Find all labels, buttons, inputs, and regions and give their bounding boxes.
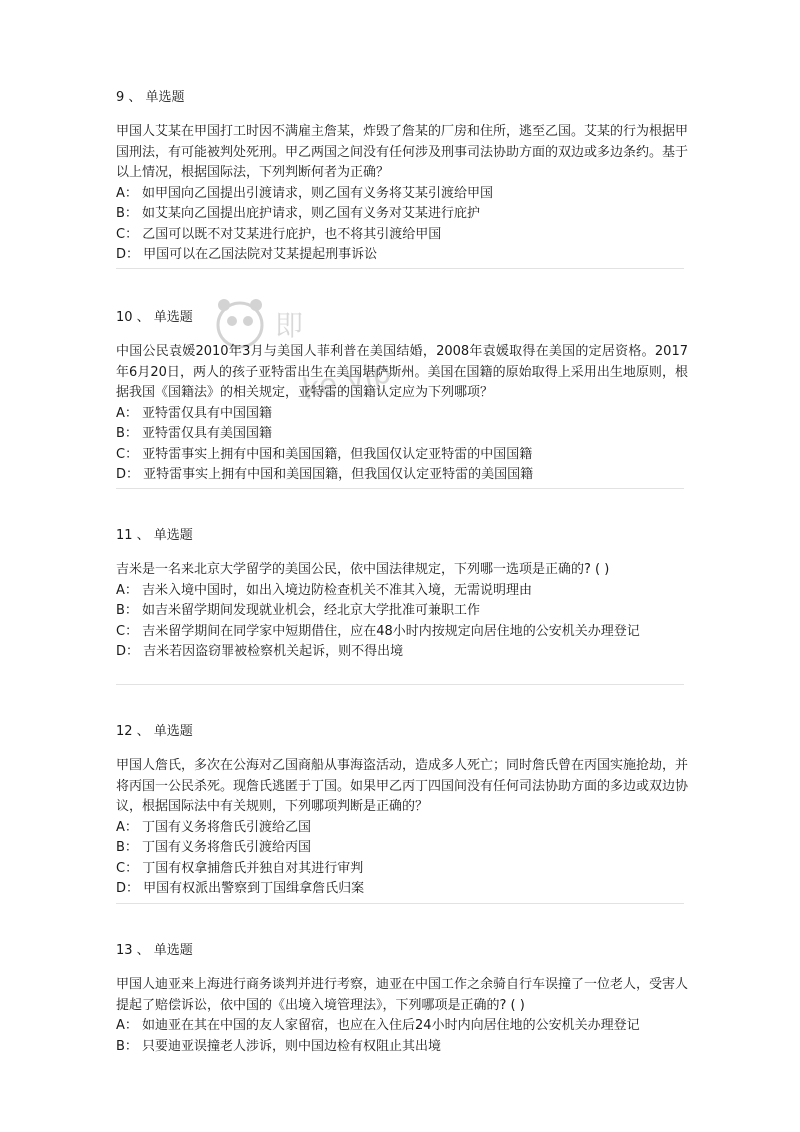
question-11 <box>116 526 688 663</box>
option-c: C： 吉米留学期间在同学家中短期借住，应在48小时内按规定向居住地的公安机关办理登记 <box>116 623 640 639</box>
question-heading: 13 、 单选题 <box>116 943 193 958</box>
option-b: B： 丁国有义务将詹氏引渡给丙国 <box>116 840 312 855</box>
question-10 <box>116 308 688 486</box>
option-b: B： 只要迪亚误撞老人涉诉，则中国边检有权阻止其出境 <box>116 1038 442 1054</box>
option-c: C： 丁国有权拿捕詹氏并独自对其进行审判 <box>116 860 364 876</box>
svg-text:ke.vip: ke.vip <box>299 354 395 408</box>
option-b: B： 亚特雷仅具有美国国籍 <box>116 426 273 441</box>
question-13 <box>116 941 688 1057</box>
divider <box>116 903 684 904</box>
question-heading: 9 、 单选题 <box>116 90 185 105</box>
question-stem: 甲国人艾某在甲国打工时因不满雇主詹某，炸毁了詹某的厂房和住所，逃至乙国。艾某的行为根据甲国刑法，有可能被判处死刑。甲乙两国之间没有任何涉及刑事司法协助方面的双边或多边条约。基于以上情况，根据国际法，下列判断何者为正确？ <box>116 124 689 180</box>
question-heading: 11 、 单选题 <box>116 528 193 543</box>
question-stem: 甲国人詹氏，多次在公海对乙国商船从事海盗活动，造成多人死亡；同时詹氏曾在丙国实施抢劫，并将丙国一公民杀死。现詹氏逃匿于丁国。如果甲乙丙丁四国间没有任何司法协助方面的多边或双边协议，根据国际法中有关规则，下列哪项判断是正确的？ <box>116 758 689 814</box>
option-d: D： 亚特雷事实上拥有中国和美国国籍，但我国仅认定亚特雷的美国国籍 <box>116 467 534 482</box>
option-a: A： 丁国有义务将詹氏引渡给乙国 <box>116 819 312 835</box>
option-c: C： 乙国可以既不对艾某进行庇护，也不将其引渡给甲国 <box>116 226 442 242</box>
question-stem: 中国公民袁媛2010年3月与美国人菲利普在美国结婚，2008年袁媛取得在美国的定居资格。2017年6月20日，两人的孩子亚特雷出生在美国堪萨斯州。美国在国籍的原始取得上采用出生地原则，根据我国《国籍法》的相关规定，亚特雷的国籍认定应为下列哪项？ <box>116 344 688 400</box>
question-heading: 12 、 单选题 <box>116 724 193 739</box>
question-heading: 10 、 单选题 <box>116 310 193 325</box>
question-stem: 甲国人迪亚来上海进行商务谈判并进行考察，迪亚在中国工作之余骑自行车误撞了一位老人，受害人提起了赔偿诉讼，依中国的《出境入境管理法》，下列哪项是正确的? ( ) <box>116 977 689 1013</box>
svg-text:即: 即 <box>275 309 304 342</box>
option-a: A： 如甲国向乙国提出引渡请求，则乙国有义务将艾某引渡给甲国 <box>116 185 494 201</box>
option-d: D： 甲国有权派出警察到丁国缉拿詹氏归案 <box>116 881 365 896</box>
divider <box>116 488 684 489</box>
divider <box>116 268 684 269</box>
question-9 <box>116 88 688 266</box>
option-b: B： 如吉米留学期间发现就业机会，经北京大学批准可兼职工作 <box>116 603 481 618</box>
option-a: A： 如迪亚在其在中国的友人家留宿，也应在入住后24小时内向居住地的公安机关办理登记 <box>116 1018 640 1033</box>
question-stem: 吉米是一名来北京大学留学的美国公民，依中国法律规定，下列哪一选项是正确的? ( ) <box>116 562 610 577</box>
question-12 <box>116 722 688 900</box>
option-a: A： 亚特雷仅具有中国国籍 <box>116 405 273 421</box>
option-c: C： 亚特雷事实上拥有中国和美国国籍，但我国仅认定亚特雷的中国国籍 <box>116 446 533 462</box>
option-d: D： 吉米若因盗窃罪被检察机关起诉，则不得出境 <box>116 644 404 659</box>
option-d: D： 甲国可以在乙国法院对艾某提起刑事诉讼 <box>116 247 378 262</box>
option-a: A： 吉米入境中国时，如出入境边防检查机关不准其入境，无需说明理由 <box>116 582 533 598</box>
option-b: B： 如艾某向乙国提出庇护请求，则乙国有义务对艾某进行庇护 <box>116 206 481 221</box>
divider <box>116 684 684 685</box>
